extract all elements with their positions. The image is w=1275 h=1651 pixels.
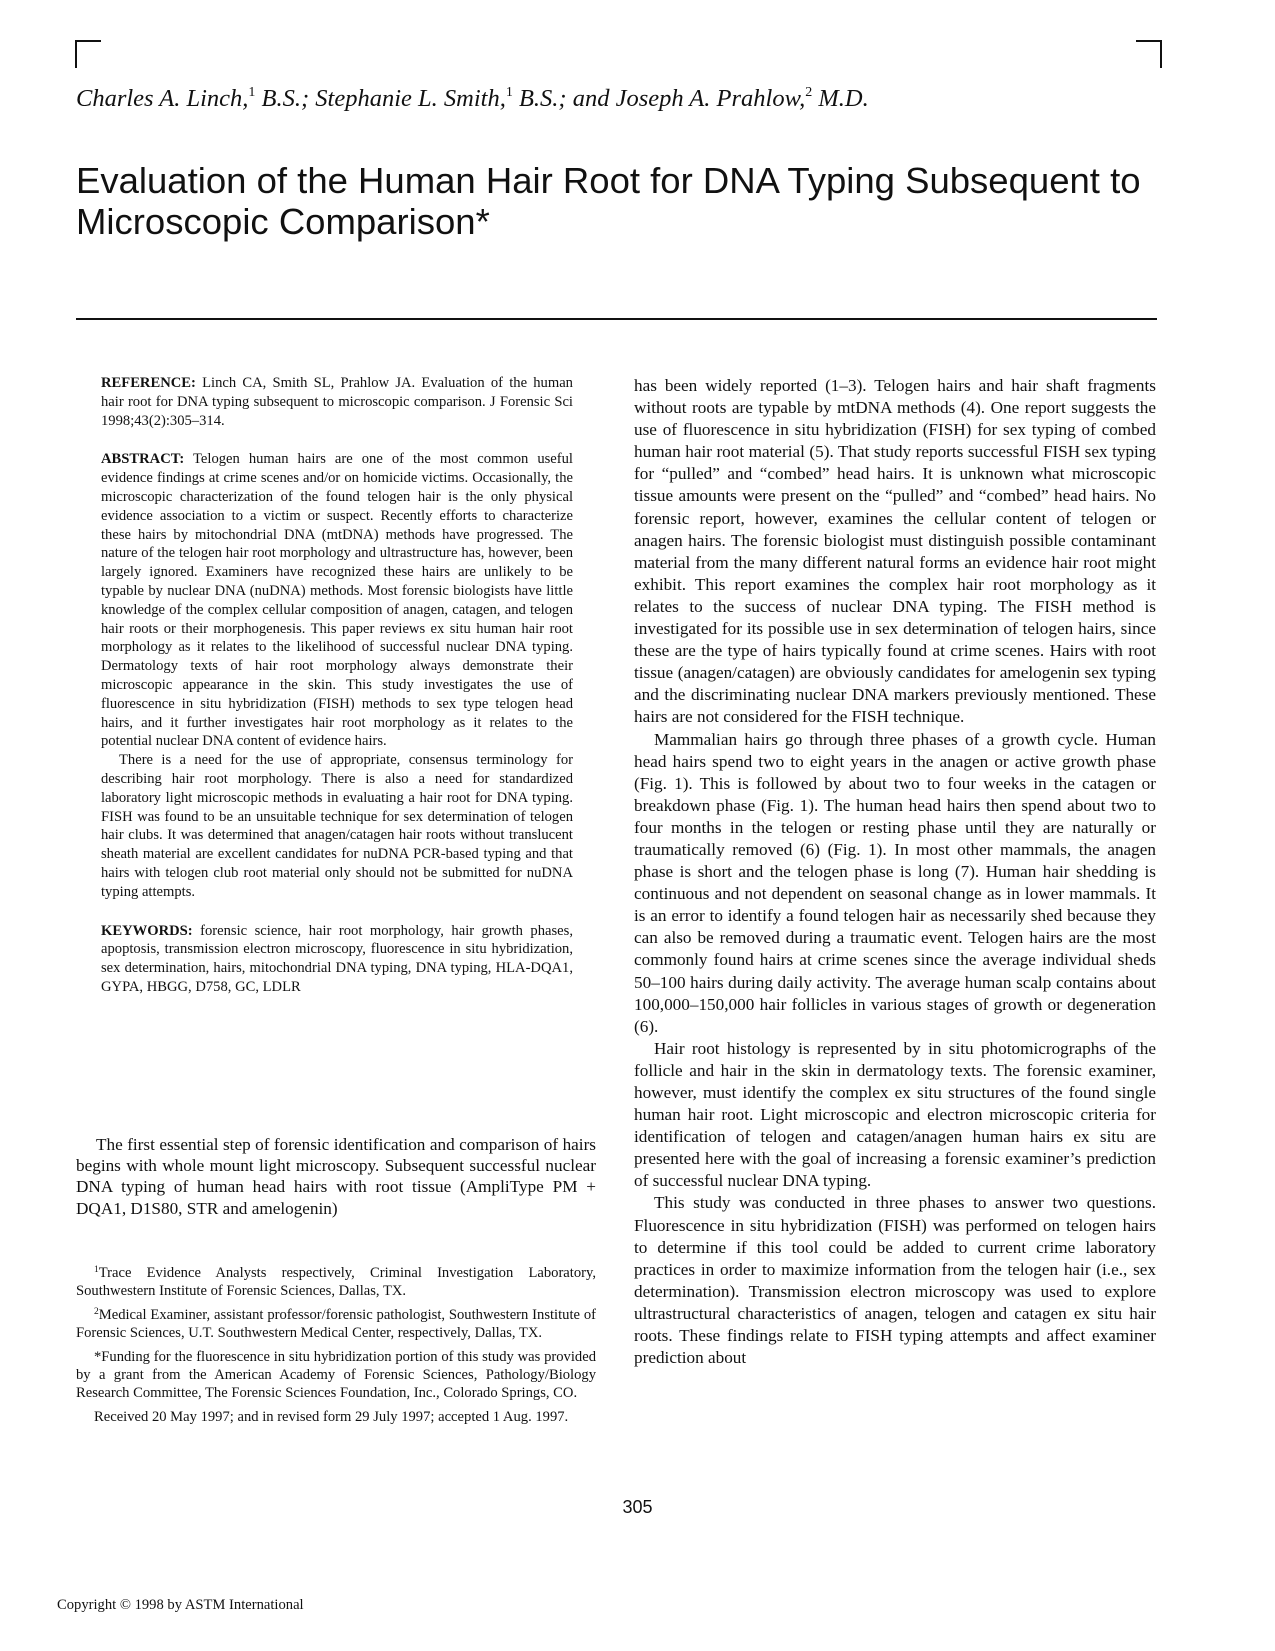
crop-mark-top-right <box>1136 40 1162 68</box>
title-divider <box>76 318 1157 320</box>
footnote-text: Trace Evidence Analysts respectively, Criminal Investigation Laboratory, Southwestern Institute of Forensic Sciences, Dallas, TX. <box>76 1265 596 1300</box>
copyright-notice: Copyright © 1998 by ASTM International <box>57 1597 304 1613</box>
left-column-body <box>76 1134 596 1219</box>
author-name: Charles A. Linch, <box>76 85 249 112</box>
footnote-text: Medical Examiner, assistant professor/forensic pathologist, Southwestern Institute of Forensic Sciences, U.T. Southwestern Medical Center, respectively, Dallas, TX. <box>76 1306 596 1342</box>
author-name: Stephanie L. Smith, <box>315 85 506 112</box>
footnote-marker: 1 <box>94 1265 99 1275</box>
author-name: Joseph A. Prahlow, <box>615 85 806 112</box>
abstract-paragraph <box>101 450 573 751</box>
author-affiliation-sup: 2 <box>805 85 813 100</box>
footnote <box>76 1264 596 1301</box>
abstract-paragraph-2: There is a need for the use of appropriate, consensus terminology for describing hair root morphology. There is also a need for standardized laboratory light microscopic methods in evaluating a hair root for DNA typing. FISH was found to be an unsuitable technique for sex determination of telogen hair clubs. It was determined that anagen/catagen hair roots without translucent sheath material are excellent candidates for nuDNA PCR-based typing and that hairs with telogen club root material only should not be submitted for nuDNA typing attempts. <box>101 752 573 900</box>
body-paragraph: Mammalian hairs go through three phases of a growth cycle. Human head hairs spend two to eight years in the anagen or active growth phase (Fig. 1). This is followed by about two to four weeks in the catagen or breakdown phase (Fig. 1). The human head hairs then spend about two to four months in the telogen or resting phase until they are naturally or traumatically removed (6) (Fig. 1). In most other mammals, the anagen phase is short and the telogen phase is long (7). Human hair shedding is continuous and not dependent on seasonal change as in lower mammals. It is an error to identify a found telogen hair as necessarily shed because they can also be removed during a traumatic event. Telogen hairs are the most commonly found hairs at crime scenes since the average individual sheds 50–100 hairs during daily activity. The average human scalp contains about 100,000–150,000 hair follicles in various stages of growth or degeneration (6). <box>634 729 1156 1036</box>
footnote-marker: 2 <box>94 1306 99 1317</box>
crop-mark-top-left <box>75 40 101 68</box>
body-paragraph: Hair root histology is represented by in situ photomicrographs of the follicle and hair in the skin in dermatology texts. The forensic examiner, however, must identify the complex ex situ structures of the found single human hair root. Light microscopic and electron microscopic criteria for identification of telogen and catagen/anagen human hairs ex situ are presented here with the goal of increasing a forensic examiner’s prediction of successful nuclear DNA typing. <box>634 1038 1156 1191</box>
author-line <box>76 84 1156 114</box>
abstract-block <box>101 374 573 997</box>
abstract-label: ABSTRACT: <box>101 451 185 468</box>
paper-title: Evaluation of the Human Hair Root for DNA Typing Subsequent to Microscopic Comparison* <box>76 160 1141 242</box>
footnote-funding: *Funding for the fluorescence in situ hybridization portion of this study was provided by a grant from the American Academy of Forensic Sciences, Pathology/Biology Research Committee, The Forensic Sciences Foundation, Inc., Colorado Springs, CO. <box>76 1348 596 1402</box>
page-number: 305 <box>622 1497 653 1517</box>
footnote <box>76 1306 596 1343</box>
reference-paragraph <box>101 374 573 430</box>
reference-label: REFERENCE: <box>101 375 196 391</box>
body-paragraph: The first essential step of forensic identification and comparison of hairs begins with whole mount light microscopy. Subsequent successful nuclear DNA typing of human head hairs with root tissue (AmpliType PM + DQA1, D1S80, STR and amelogenin) <box>76 1135 596 1218</box>
keywords-label: KEYWORDS: <box>101 922 193 939</box>
abstract-text: Telogen human hairs are one of the most common useful evidence findings at crime scenes and/or on homicide victims. Occasionally, the microscopic characterization of the found telogen hair is the only physical evidence association to a victim or suspect. Recently efforts to characterize these hairs by mitochondrial DNA (mtDNA) methods have progressed. The nature of the telogen hair root morphology and ultrastructure has, however, been largely ignored. Examiners have recognized these hairs are unlikely to be typable by nuclear DNA (nuDNA) methods. Most forensic biologists have little knowledge of the complex cellular composition of anagen, catagen, and telogen hair roots or their morphogenesis. This paper reviews ex situ human hair root morphology as it relates to the likelihood of successful nuclear DNA typing. Dermatology texts of hair root morphology always demonstrate their microscopic appearance in the skin. This study investigates the use of fluorescence in situ hybridization (FISH) methods to sex type telogen head hairs, and it further investigates hair root morphology as it relates to the potential nuclear DNA content of evidence hairs. <box>101 451 573 750</box>
body-paragraph: has been widely reported (1–3). Telogen hairs and hair shaft fragments without roots are typable by mtDNA methods (4). One report suggests the use of fluorescence in situ hybridization (FISH) for sex typing of combed human hair root material (5). That study reports successful FISH sex typing for “pulled” and “combed” head hairs. It is unknown what microscopic tissue amounts were present on the “pulled” and “combed” head hairs. No forensic report, however, examines the cellular content of telogen or anagen hairs. The forensic biologist must distinguish possible contaminant material from the many different natural forms an evidence hair root might exhibit. This report examines the complex hair root morphology as it relates to the success of nuclear DNA typing. The FISH method is investigated for its possible use in sex determination of telogen hairs, since these are the type of hairs typically found at crime scenes. Hairs with root tissue (anagen/catagen) are obviously candidates for amelogenin sex typing and the discriminating nuclear DNA markers previously mentioned. These hairs are not considered for the FISH technique. <box>634 376 1156 727</box>
keywords-paragraph <box>101 922 573 997</box>
keywords-text: forensic science, hair root morphology, hair growth phases, apoptosis, transmission electron microscopy, fluorescence in situ hybridization, sex determination, hairs, mitochondrial DNA typing, DNA typing, HLA-DQA1, GYPA, HBGG, D758, GC, LDLR <box>101 922 573 995</box>
right-column-body <box>634 375 1156 1369</box>
footnotes <box>76 1264 596 1431</box>
body-paragraph: This study was conducted in three phases to answer two questions. Fluorescence in situ hybridization (FISH) was performed on telogen hairs to determine if this tool could be added to current crime laboratory practices in order to maximize information from the telogen hair (i.e., sex determination). Transmission electron microscopy was used to explore ultrastructural characteristics of anagen, telogen and catagen ex situ hair roots. These findings relate to FISH typing attempts and affect examiner prediction about <box>634 1193 1156 1368</box>
author-degree: B.S.; <box>255 85 316 112</box>
footnote-received: Received 20 May 1997; and in revised form 29 July 1997; accepted 1 Aug. 1997. <box>94 1408 569 1425</box>
author-degree: B.S.; and <box>512 85 616 112</box>
author-degree: M.D. <box>812 85 869 112</box>
author-affiliation-sup: 1 <box>505 85 513 100</box>
reference-text: Linch CA, Smith SL, Prahlow JA. Evaluation of the human hair root for DNA typing subsequent to microscopic comparison. J Forensic Sci 1998;43(2):305–314. <box>101 375 573 429</box>
author-affiliation-sup: 1 <box>248 85 256 100</box>
